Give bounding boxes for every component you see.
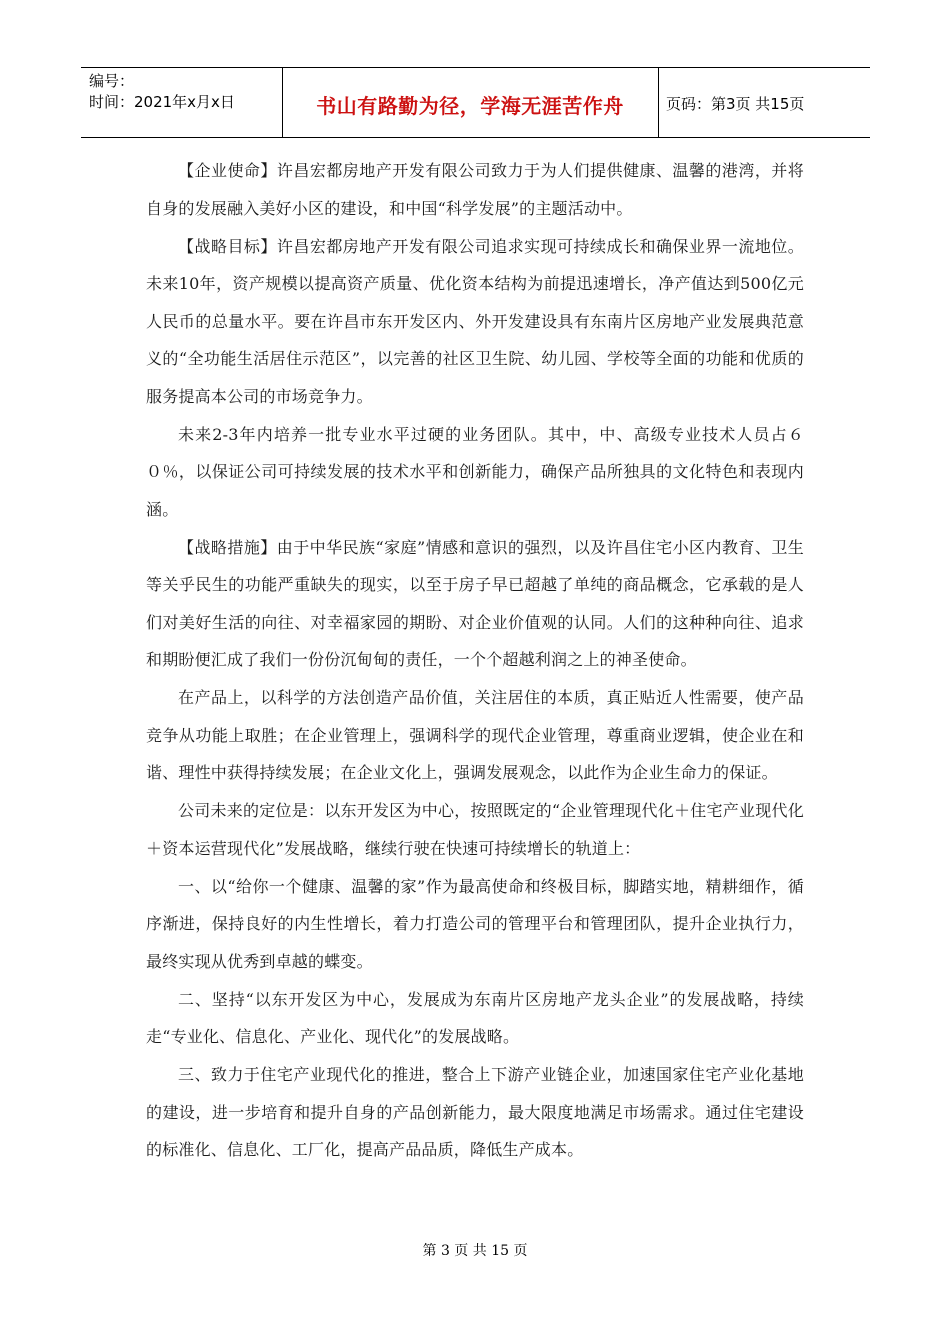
paragraph-point-two: 二、坚持“以东开发区为中心，发展成为东南片区房地产龙头企业”的发展战略，持续走“专业化、信息化、产业化、现代化”的发展战略。 <box>146 989 804 1046</box>
document-body <box>146 152 804 1169</box>
page-header <box>81 67 870 138</box>
document-time-label: 时间：2021年x月x日 <box>89 93 235 111</box>
header-page-info: 页码：第3页 共15页 <box>666 95 805 113</box>
header-left-cell <box>81 68 283 137</box>
paragraph-product-management: 在产品上，以科学的方法创造产品价值，关注居住的本质，真正贴近人性需要，使产品竞争从功能上取胜；在企业管理上，强调科学的现代企业管理，尊重商业逻辑，使企业在和谐、理性中获得持续发展；在企业文化上，强调发展观念，以此作为企业生命力的保证。 <box>146 688 804 782</box>
header-center-cell <box>282 68 659 137</box>
header-right-cell <box>658 68 870 137</box>
paragraph-team-plan: 未来2-3年内培养一批专业水平过硬的业务团队。其中，中、高级专业技术人员占６０％，以保证公司可持续发展的技术水平和创新能力，确保产品所独具的文化特色和表现内涵。 <box>146 424 804 519</box>
paragraph-point-three: 三、致力于住宅产业现代化的推进，整合上下游产业链企业，加速国家住宅产业化基地的建设，进一步培育和提升自身的产品创新能力，最大限度地满足市场需求。通过住宅建设的标准化、信息化、工厂化，提高产品品质，降低生产成本。 <box>146 1065 804 1159</box>
paragraph-point-one: 一、以“给你一个健康、温馨的家”作为最高使命和终极目标，脚踏实地，精耕细作，循序渐进，保持良好的内生性增长，着力打造公司的管理平台和管理团队，提升企业执行力，最终实现从优秀到卓越的蝶变。 <box>146 876 804 971</box>
paragraph-strategic-goal: 【战略目标】许昌宏都房地产开发有限公司追求实现可持续成长和确保业界一流地位。未来10年，资产规模以提高资产质量、优化资本结构为前提迅速增长，净产值达到500亿元人民币的总量水平。要在许昌市东开发区内、外开发建设具有东南片区房地产业发展典范意义的“全功能生活居住示范区”，以完善的社区卫生院、幼儿园、学校等全面的功能和优质的服务提高本公司的市场竞争力。 <box>146 236 804 406</box>
document-code-label: 编号： <box>89 72 135 90</box>
paragraph-positioning: 公司未来的定位是：以东开发区为中心，按照既定的“企业管理现代化＋住宅产业现代化＋资本运营现代化”发展战略，继续行驶在快速可持续增长的轨道上： <box>146 801 804 858</box>
page-footer: 第 3 页 共 15 页 <box>422 1243 528 1259</box>
paragraph-strategic-measures: 【战略措施】由于中华民族“家庭”情感和意识的强烈，以及许昌住宅小区内教育、卫生等关乎民生的功能严重缺失的现实，以至于房子早已超越了单纯的商品概念，它承载的是人们对美好生活的向往、对幸福家园的期盼、对企业价值观的认同。人们的这种种向往、追求和期盼便汇成了我们一份份沉甸甸的责任，一个个超越利润之上的神圣使命。 <box>146 537 804 669</box>
paragraph-mission: 【企业使命】许昌宏都房地产开发有限公司致力于为人们提供健康、温馨的港湾，并将自身的发展融入美好小区的建设，和中国“科学发展”的主题活动中。 <box>146 161 804 218</box>
header-motto: 书山有路勤为径，学海无涯苦作舟 <box>316 94 624 118</box>
